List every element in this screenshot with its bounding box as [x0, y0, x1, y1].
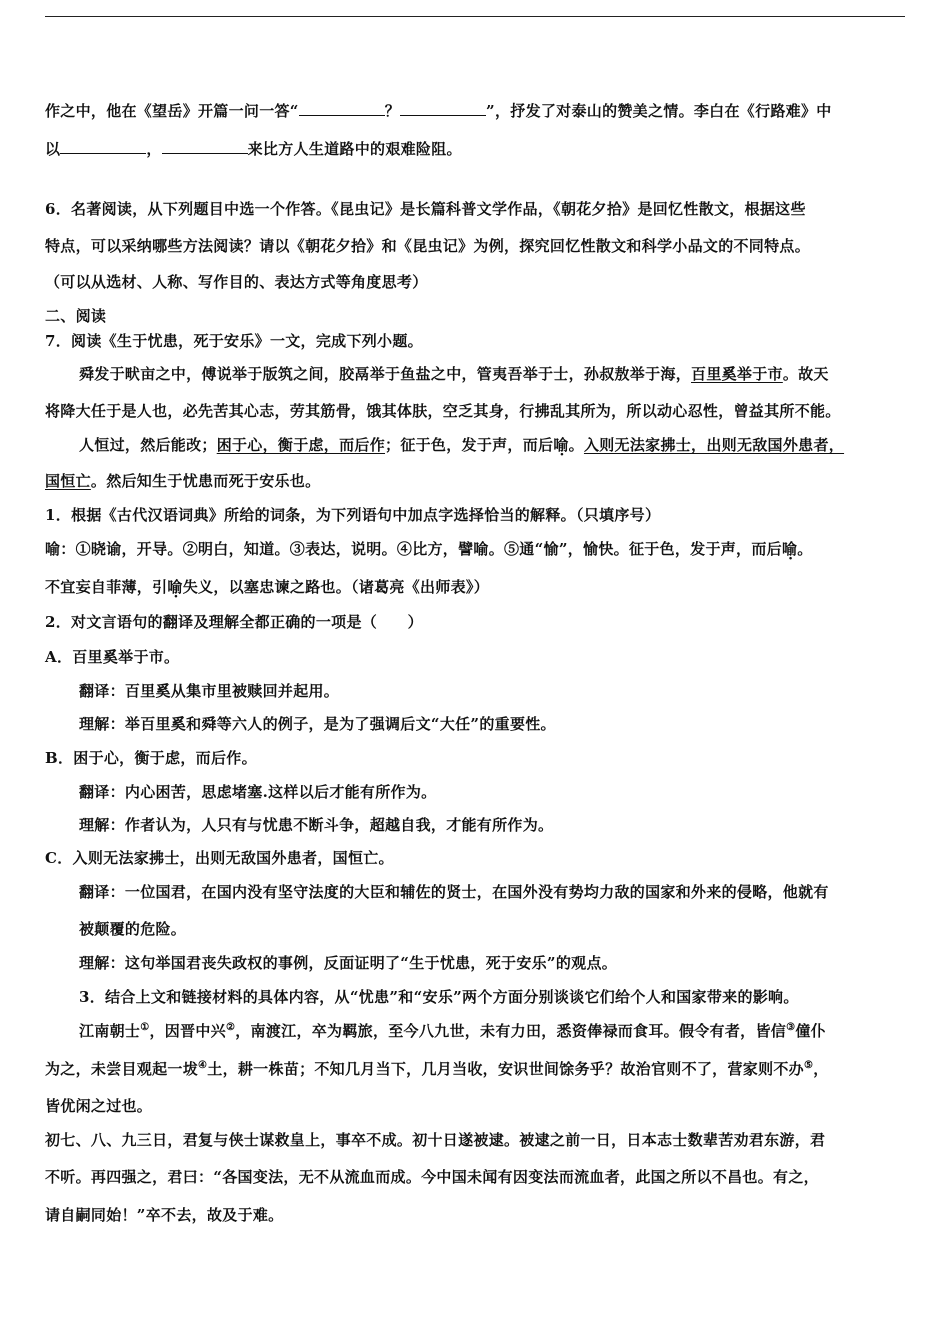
material-text: 江南朝士 — [79, 1022, 141, 1040]
material-text: ，因晋中兴 — [149, 1022, 226, 1040]
header-rule — [45, 16, 905, 17]
definition-text: 。 — [797, 540, 813, 558]
sub1-definitions — [45, 539, 910, 559]
option-b[interactable] — [45, 748, 910, 768]
sub1-example — [45, 577, 910, 597]
option-c-understanding: 理解：这句举国君丧失政权的事例，反面证明了“生于忧患，死于安乐”的观点。 — [79, 954, 618, 972]
section-heading: 二、阅读 — [45, 307, 107, 325]
q5-text: ？ — [384, 102, 401, 120]
material-line — [79, 1021, 910, 1041]
option-label: A． — [45, 648, 73, 666]
material-text: ，南渡江，卒为羁旅，至今八九世，未有力田，悉资俸禄而食耳。假令有者，皆信 — [235, 1022, 787, 1040]
answer-blank[interactable] — [400, 101, 486, 116]
q7-title: 7．阅读《生于忧患，死于安乐》一文，完成下列小题。 — [45, 332, 423, 350]
passage-text: 。然后知生于忧患而死于安乐也。 — [90, 472, 321, 490]
option-c-translation-cont: 被颠覆的危险。 — [79, 920, 187, 938]
material-text: 土，耕一株苗；不知几月当下，几月当收，安识世间馀务乎？故治官则不了，营家则不办 — [207, 1060, 804, 1078]
material-line: 皆优闲之过也。 — [45, 1097, 153, 1115]
option-a-understanding: 理解：举百里奚和舜等六人的例子，是为了强调后文“大任”的重要性。 — [79, 715, 556, 733]
footnote-marker: ② — [225, 1022, 236, 1033]
footnote-marker: ⑤ — [804, 1060, 814, 1071]
material-line — [45, 1059, 910, 1079]
passage-line — [45, 471, 910, 491]
option-a[interactable] — [45, 647, 910, 667]
option-b-translation: 翻译：内心困苦，思虑堵塞.这样以后才能有所作为。 — [79, 783, 437, 801]
passage-text: 人恒过，然后能改； — [79, 436, 217, 454]
q5-text: ， — [146, 140, 162, 158]
option-label: B． — [45, 749, 74, 767]
q5-text: 来比方人生道路中的艰难险阻。 — [247, 140, 462, 158]
passage-text: 舜发于畎亩之中，傅说举于版筑之间，胶鬲举于鱼盐之中，管夷吾举于士，孙叔敖举于海， — [79, 365, 692, 383]
passage-text: 。 — [568, 436, 584, 454]
material-text: ， — [813, 1060, 829, 1078]
footnote-marker: ③ — [786, 1022, 796, 1033]
passage-line: 将降大任于是人也，必先苦其心志，劳其筋骨，饿其体肤，空乏其身，行拂乱其所为，所以动心忍性，曾益其所不能。 — [45, 402, 841, 420]
footnote-marker: ④ — [198, 1060, 208, 1071]
q5-line2 — [45, 139, 910, 159]
dotted-char: 喻 — [553, 436, 569, 454]
material-line: 不听。再四强之，君曰：“各国变法，无不从流血而成。今中国未闻有因变法而流血者，此国之所以不昌也。有之， — [45, 1168, 819, 1186]
example-text: 不宜妄自菲薄，引 — [45, 578, 168, 596]
footnote-marker: ① — [140, 1022, 150, 1033]
material-text: 僮仆 — [795, 1022, 826, 1040]
passage-text: ；征于色，发于声，而后 — [385, 436, 554, 454]
option-text: 百里奚举于市。 — [72, 648, 180, 666]
option-text: 入则无法家拂士，出则无敌国外患者，国恒亡。 — [72, 849, 394, 867]
option-b-understanding: 理解：作者认为，人只有与忧患不断斗争，超越自我，才能有所作为。 — [79, 816, 554, 834]
material-line: 请自嗣同始！”卒不去，故及于难。 — [45, 1206, 284, 1224]
sub1-title: 1．根据《古代汉语词典》所给的词条，为下列语句中加点字选择恰当的解释。（只填序号） — [45, 506, 661, 524]
sub3-title: 3．结合上文和链接材料的具体内容，从“忧患”和“安乐”两个方面分别谈谈它们给个人和国家带来的影响。 — [79, 988, 799, 1006]
dotted-char: 喻 — [167, 578, 183, 596]
q6-line1: 6．名著阅读，从下列题目中选一个作答。《昆虫记》是长篇科普文学作品，《朝花夕拾》是回忆性散文，根据这些 — [45, 200, 806, 218]
definition-text: 喻：①晓谕，开导。②明白，知道。③表达，说明。④比方，譬喻。⑤通“愉”，愉快。征于色，发于声，而后 — [45, 540, 782, 558]
q6-line3: （可以从选材、人称、写作目的、表达方式等角度思考） — [45, 273, 428, 291]
option-c-translation: 翻译：一位国君，在国内没有坚守法度的大臣和辅佐的贤士，在国外没有势均力敌的国家和外来的侵略，他就有 — [79, 883, 829, 901]
q5-text: 作之中，他在《望岳》开篇一问一答“ — [45, 102, 299, 120]
underlined-phrase: 百里奚举于市 — [691, 365, 783, 383]
material-line: 初七、八、九三日，君复与侠士谋救皇上，事卒不成。初十日遂被逮。被逮之前一日，日本志士数辈苦劝君东游，君 — [45, 1131, 826, 1149]
answer-blank[interactable] — [162, 139, 248, 154]
material-text: 为之，未尝目观起一坺 — [45, 1060, 199, 1078]
option-a-translation: 翻译：百里奚从集市里被赎回并起用。 — [79, 682, 340, 700]
underlined-phrase: 困于心，衡于虑，而后作 — [216, 436, 386, 454]
passage-line — [79, 364, 910, 384]
q5-text: ”，抒发了对泰山的赞美之情。李白在《行路难》中 — [486, 102, 832, 120]
q6-line2: 特点，可以采纳哪些方法阅读？请以《朝花夕拾》和《昆虫记》为例，探究回忆性散文和科学小品文的不同特点。 — [45, 237, 811, 255]
answer-blank[interactable] — [60, 139, 146, 154]
dotted-char: 喻 — [781, 540, 798, 558]
passage-text: 。故天 — [782, 365, 829, 383]
option-text: 困于心，衡于虑，而后作。 — [73, 749, 257, 767]
q5-line1 — [45, 101, 910, 121]
underlined-phrase: 入则无法家拂士，出则无敌国外患者， — [583, 436, 845, 454]
example-text: 失义，以塞忠谏之路也。（诸葛亮《出师表》） — [182, 578, 490, 596]
option-label: C． — [45, 849, 73, 867]
answer-blank[interactable] — [299, 101, 385, 116]
passage-line — [79, 435, 910, 455]
sub2-title: 2．对文言语句的翻译及理解全都正确的一项是（ ） — [45, 613, 423, 631]
q5-text: 以 — [45, 140, 61, 158]
underlined-phrase: 国恒亡 — [45, 472, 91, 490]
option-c[interactable] — [45, 848, 910, 868]
